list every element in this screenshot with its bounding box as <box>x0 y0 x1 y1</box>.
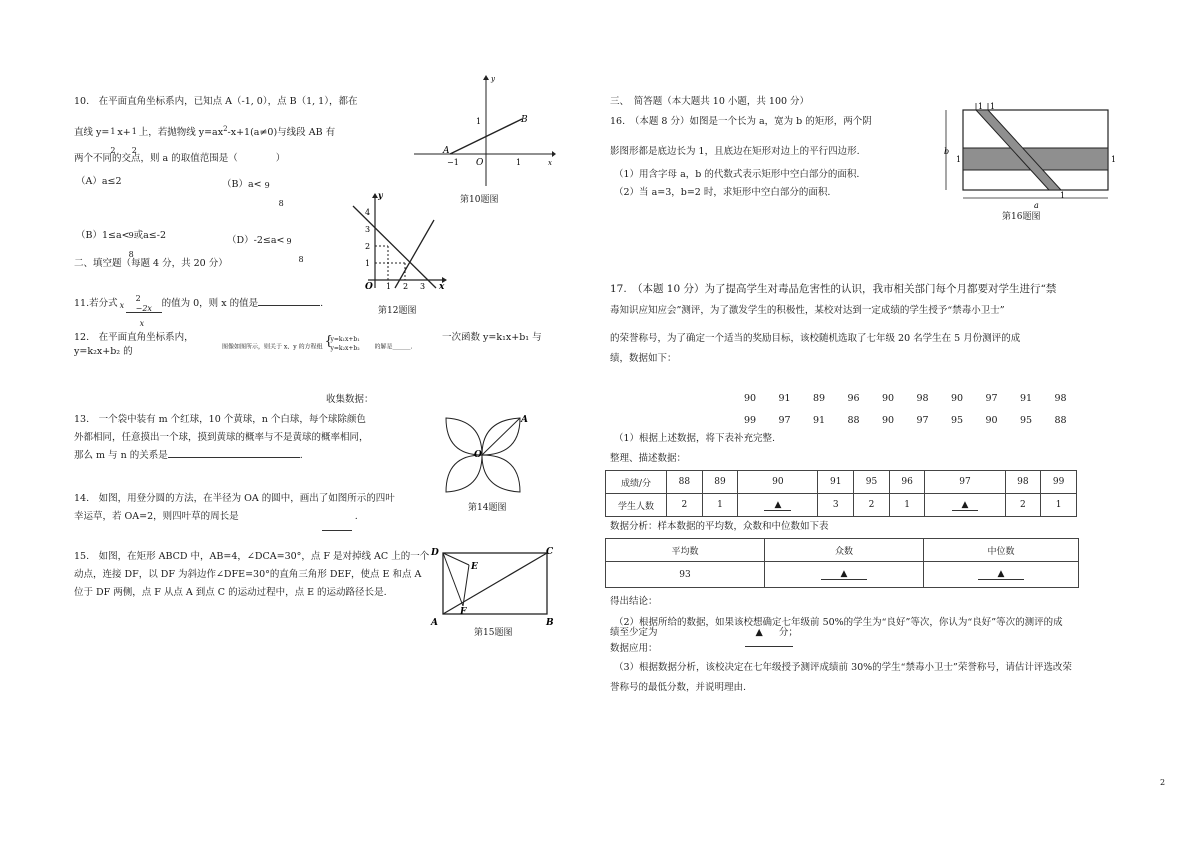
q16-line3: （1）用含字母 a，b 的代数式表示矩形中空白部分的面积. <box>614 169 860 180</box>
q17-analysis: 数据分析：样本数据的平均数，众数和中位数如下表 <box>610 521 829 532</box>
q17-mean-value: 93 <box>606 562 765 588</box>
q12-tick-y2: 2 <box>365 242 371 251</box>
q12-line2: y=k₂x+b₂ 的 <box>74 346 133 357</box>
q12-tick-y1: 1 <box>365 259 371 268</box>
q16-figure <box>938 100 1120 210</box>
q10-label-1y: 1 <box>476 117 482 126</box>
q14-answer-blank[interactable] <box>322 530 352 531</box>
q15-line2: 动点，连接 DF，以 DF 为斜边作∠DFE=30°的直角三角形 DEF，使点 E 和点 A <box>74 569 422 580</box>
q14-leaf-sw <box>446 455 482 492</box>
q14-leaf-se <box>482 455 520 492</box>
q17-score-cell: 95 <box>854 471 890 494</box>
q15-figure-caption: 第15题图 <box>474 628 513 638</box>
q15-diagonal-ac <box>443 553 547 614</box>
q12-label-o: O <box>365 282 373 292</box>
q17-mean-header: 平均数 <box>606 539 765 562</box>
q17-line1: 17. （本题 10 分）为了提高学生对毒品危害性的认识，我市相关部门每个月都要对学生进行“禁 <box>610 283 1057 295</box>
section-2-title: 二、填空题（每题 4 分，共 20 分） <box>74 258 228 269</box>
q12-label-y: y <box>378 190 383 200</box>
q17-data-value: 91 <box>813 415 826 426</box>
q15-label-f: F <box>460 607 467 617</box>
q16-label-b: b <box>944 147 950 156</box>
q17-median-header: 中位数 <box>924 539 1079 562</box>
q12-small-text: 图像如图所示，则关于 x、y 的方程组 { y=k₁x+b₁ y=k₂x+b₂ 的解是______. <box>222 334 413 352</box>
q17-part1: （1）根据上述数据，将下表补充完整. <box>614 433 776 444</box>
q17-data-value: 99 <box>744 415 757 426</box>
q14-label-o: O <box>474 450 482 460</box>
q17-part3-line1: （3）根据数据分析，该校决定在七年级授予测评成绩前 30%的学生“禁毒小卫士”荣誉称号，请估计评选改荣 <box>614 662 1072 673</box>
q17-data-value: 91 <box>1020 393 1033 404</box>
q17-data-value: 97 <box>985 393 998 404</box>
q10-label-neg1: −1 <box>447 158 459 167</box>
q16-label-top2: 1 <box>990 102 996 111</box>
q16-label-right: 1 <box>1111 155 1117 164</box>
q17-application: 数据应用： <box>610 643 658 654</box>
q14-radius-oa <box>482 418 520 455</box>
q17-data-value: 98 <box>916 393 929 404</box>
q10-line1: 10. 在平面直角坐标系内，已知点 A（-1, 0），点 B（1, 1），都在 <box>74 96 358 107</box>
q17-statistics-value-row <box>606 562 1079 588</box>
q12-tick-y3: 3 <box>365 225 371 234</box>
q13-line2: 外都相同，任意摸出一个球，摸到黄球的概率与不是黄球的概率相同， <box>74 432 369 443</box>
q10-sup: 2 <box>223 125 228 133</box>
q10-line2: 直线 y= 1 2 x+ 1 2 上，若抛物线 $y=ax^2-x+1(a\ne 0)$与线段 AB 有 <box>74 125 336 156</box>
q14-line2: 幸运草，若 OA=2，则四叶草的周长是 . <box>74 511 358 522</box>
q16-line2: 影图形都是底边长为 1，且底边在矩形对边上的平行四边形. <box>610 146 860 157</box>
q10-label-b: B <box>521 115 528 125</box>
q10-label-o: O <box>476 158 484 168</box>
q17-count-cell: 2 <box>1005 494 1041 517</box>
q17-frequency-count-row <box>606 494 1077 517</box>
q16-line4: （2）当 a=3，b=2 时，求矩形中空白部分的面积. <box>614 187 831 198</box>
q17-count-cell: 2 <box>667 494 703 517</box>
q17-data-value: 95 <box>1020 415 1033 426</box>
q10-option-a: （A）a≤2 <box>76 176 122 187</box>
q10-text-d: -x+1(a≠0)与线段 AB 有 <box>227 127 336 139</box>
q17-part2-answer-blank[interactable] <box>745 646 793 647</box>
q12-tick-x1: 1 <box>386 282 392 291</box>
q17-mode-header: 众数 <box>765 539 924 562</box>
q17-data-value: 88 <box>847 415 860 426</box>
q12-tick-x2: 2 <box>403 282 409 291</box>
q12-line1: 12. 在平面直角坐标系内， <box>74 332 194 343</box>
q16-line1: 16. （本题 8 分）如图是一个长为 a，宽为 b 的矩形，两个阴 <box>610 116 872 127</box>
q17-score-cell: 89 <box>702 471 738 494</box>
q17-data-value: 95 <box>951 415 964 426</box>
q12-system-brace: { y=k₁x+b₁ y=k₂x+b₂ <box>324 334 360 352</box>
q12-figure <box>350 190 450 296</box>
q10-figure-caption: 第10题图 <box>460 195 499 205</box>
q17-data-value: 96 <box>847 393 860 404</box>
q10-option-d: （D）-2≤a< 9 8 <box>227 235 304 264</box>
q15-label-d: D <box>431 548 439 558</box>
q17-count-cell: 1 <box>702 494 738 517</box>
q17-organize: 整理、描述数据： <box>610 453 687 464</box>
q14-figure-caption: 第14题图 <box>468 503 507 513</box>
q14-line1: 14. 如图，用登分圆的方法，在半径为 OA 的圆中，画出了如图所示的四叶 <box>74 493 395 504</box>
q17-data-value: 89 <box>813 393 826 404</box>
q14-figure <box>442 412 530 500</box>
q13-answer-blank[interactable] <box>168 457 300 458</box>
q17-data-value: 97 <box>916 415 929 426</box>
q12-right-text: 一次函数 y=k₁x+b₁ 与 <box>442 332 542 343</box>
q17-count-blank[interactable]: ▲ <box>925 494 1005 517</box>
q17-score-cell: 90 <box>738 471 818 494</box>
q17-count-cell: 1 <box>1041 494 1077 517</box>
q10-text-c: 上，若抛物线 y=ax <box>138 127 224 139</box>
q15-line1: 15. 如图，在矩形 ABCD 中，AB=4，∠DCA=30°，点 F 是对掉线 AC 上的一个 <box>74 551 430 562</box>
q17-score-cell: 98 <box>1005 471 1041 494</box>
q13-line1: 13. 一个袋中装有 m 个红球，10 个黄球，n 个白球，每个球除颜色 <box>74 414 366 425</box>
q17-data-value: 88 <box>1054 415 1067 426</box>
q10-label-1x: 1 <box>516 158 522 167</box>
q17-score-cell: 88 <box>667 471 703 494</box>
page-number: 2 <box>1160 778 1166 787</box>
section-3-title: 三、 简答题（本大题共 10 小题，共 100 分） <box>610 96 810 107</box>
q17-frequency-header-row <box>606 471 1077 494</box>
q15-label-b: B <box>546 618 554 628</box>
q10-option-c: （B）1≤a< 9 8 或a≤-2 <box>76 230 166 259</box>
collect-data-label: 收集数据： <box>326 394 374 405</box>
q17-count-cell: 3 <box>818 494 854 517</box>
q17-score-cell: 96 <box>889 471 925 494</box>
q11-answer-blank[interactable] <box>258 305 320 306</box>
q17-data-value: 90 <box>744 393 757 404</box>
q17-score-cell: 97 <box>925 471 1005 494</box>
q17-frequency-row-label: 学生人数 <box>606 494 667 517</box>
q17-data-value: 98 <box>1054 393 1067 404</box>
q15-label-e: E <box>471 562 478 572</box>
q17-part2-line2: 绩至少定为 ▲ 分； <box>610 627 798 638</box>
q16-figure-caption: 第16题图 <box>1002 212 1041 222</box>
q17-data-value: 90 <box>882 393 895 404</box>
q17-frequency-header-label: 成绩/分 <box>606 471 667 494</box>
q17-count-cell: 1 <box>889 494 925 517</box>
q15-line3: 位于 DF 两侧，点 F 从点 A 到点 C 的运动过程中，点 E 的运动路径长是. <box>74 587 387 598</box>
q16-label-a: a <box>1034 201 1039 210</box>
q13-line3: 那么 m 与 n 的关系是 . <box>74 450 303 461</box>
q16-label-left: 1 <box>956 155 962 164</box>
q17-line3: 的荣誉称号，为了确定一个适当的奖励目标，该校随机选取了七年级 20 名学生在 5 月份测评的成 <box>610 333 1021 344</box>
q17-count-cell: 2 <box>854 494 890 517</box>
q12-tick-x3: 3 <box>420 282 426 291</box>
q15-figure <box>428 543 558 629</box>
q10-label-y: y <box>491 75 495 83</box>
q17-conclusion: 得出结论： <box>610 596 658 607</box>
q17-data-value: 90 <box>951 393 964 404</box>
q17-part2-line1: （2）根据所给的数据，如果该校想确定七年级前 50%的学生为“良好”等次，你认为“良好”等次的测评的成 <box>614 617 1063 628</box>
q17-count-blank[interactable]: ▲ <box>738 494 818 517</box>
q17-line2: 毒知识应知应会”测评，为了激发学生的积极性，某校对达到一定成绩的学生授予“禁毒小卫士” <box>610 305 1005 316</box>
q12-figure-caption: 第12题图 <box>378 306 417 316</box>
q17-data-value: 91 <box>778 393 791 404</box>
q17-mode-blank[interactable]: ▲ <box>765 562 924 588</box>
q16-label-top1: 1 <box>978 102 984 111</box>
q12-label-x: x <box>439 282 445 292</box>
q17-frequency-table <box>605 470 1077 517</box>
q10-line3: 两个不同的交点，则 a 的取值范围是（ ） <box>74 153 286 164</box>
q10-text-b: x+ <box>117 127 131 139</box>
q17-score-cell: 99 <box>1041 471 1077 494</box>
q17-median-blank[interactable]: ▲ <box>924 562 1079 588</box>
q12-tick-y4: 4 <box>365 208 371 217</box>
q17-score-cell: 91 <box>818 471 854 494</box>
q10-text-a: 直线 y= <box>74 127 110 139</box>
q17-statistics-table <box>605 538 1079 588</box>
q15-label-c: C <box>546 547 554 557</box>
q17-statistics-header-row <box>606 539 1079 562</box>
q16-label-bottom: 1 <box>1060 191 1066 200</box>
q10-x-arrow <box>552 151 556 157</box>
q17-part3-line2: 誉称号的最低分数，并说明理由. <box>610 682 747 693</box>
q17-data-value: 90 <box>882 415 895 426</box>
q17-line4: 绩，数据如下： <box>610 353 677 364</box>
q17-data-value: 90 <box>985 415 998 426</box>
q14-label-a: A <box>521 415 528 425</box>
q17-part2-triangle: ▲ <box>755 627 763 638</box>
q10-y-arrow <box>483 75 489 80</box>
q10-label-x: x <box>548 159 552 167</box>
q17-data-value: 97 <box>778 415 791 426</box>
q10-option-b: （B）a< 9 8 <box>222 179 284 208</box>
q10-label-a: A <box>443 146 450 156</box>
q15-label-a: A <box>431 618 438 628</box>
q11-text: 11.若分式 x 2 −2x x 的值为 0，则 x 的值是 . <box>74 294 324 328</box>
